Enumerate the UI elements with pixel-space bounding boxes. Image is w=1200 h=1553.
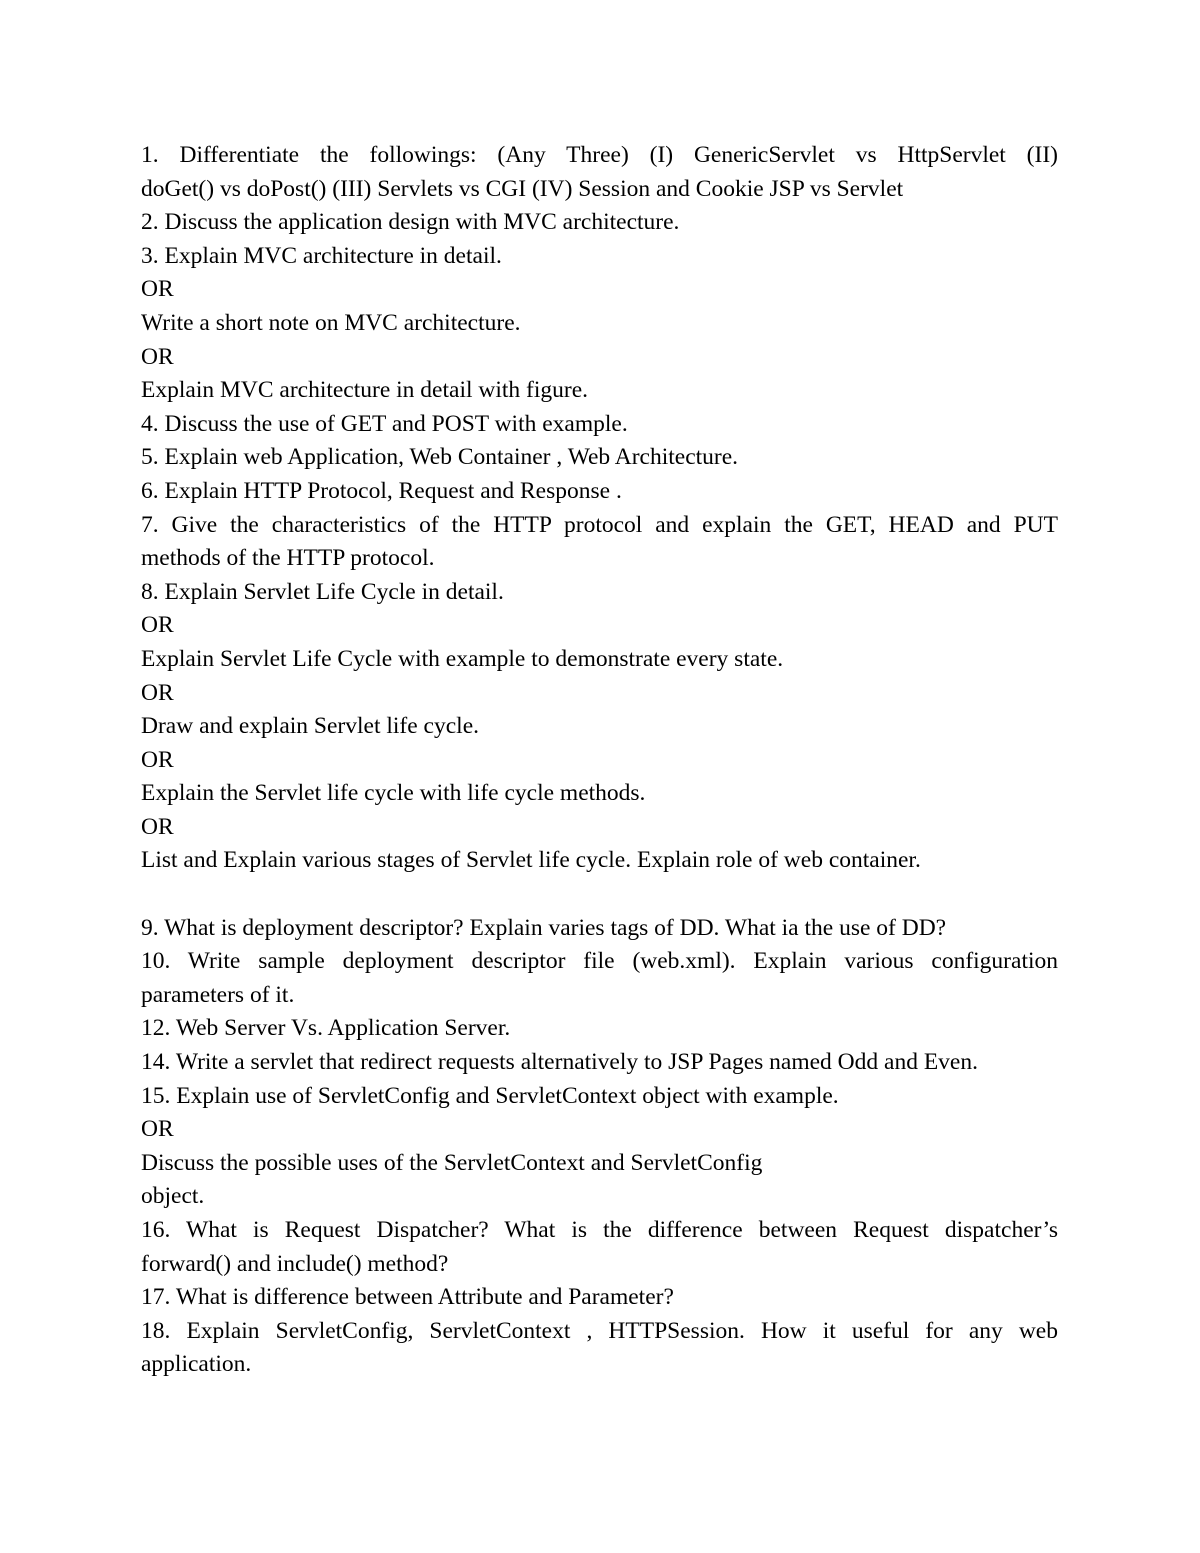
text-line: 16. What is Request Dispatcher? What is the difference between Request dispatcher’s — [141, 1217, 1058, 1243]
or-separator: OR — [141, 343, 174, 370]
text-line: 8. Explain Servlet Life Cycle in detail. — [141, 578, 504, 605]
blank-line — [141, 878, 1058, 912]
text-line: 10. Write sample deployment descriptor file (web.xml). Explain various configuration — [141, 948, 1058, 975]
text-line: 17. What is difference between Attribute and Parameter? — [141, 1284, 674, 1311]
text-line: 3. Explain MVC architecture in detail. — [141, 242, 502, 269]
text-line: doGet() vs doPost() (III) Servlets vs CGI (IV) Session and Cookie JSP vs Servlet — [141, 175, 904, 202]
text-line: Explain Servlet Life Cycle with example to demonstrate every state. — [141, 645, 784, 672]
or-separator: OR — [141, 276, 174, 303]
or-separator: OR — [141, 813, 174, 840]
text-line: parameters of it. — [141, 981, 295, 1008]
text-line: Discuss the possible uses of the ServletContext and ServletConfig — [141, 1149, 763, 1176]
text-line: Explain the Servlet life cycle with life cycle methods. — [141, 780, 646, 807]
text-line: 15. Explain use of ServletConfig and ServletContext object with example. — [141, 1082, 839, 1109]
text-line: Write a short note on MVC architecture. — [141, 309, 521, 336]
text-line: methods of the HTTP protocol. — [141, 545, 435, 572]
text-line: 14. Write a servlet that redirect requests alternatively to JSP Pages named Odd and Even. — [141, 1049, 978, 1076]
or-separator: OR — [141, 746, 174, 773]
text-line: 4. Discuss the use of GET and POST with example. — [141, 410, 628, 437]
text-line: 12. Web Server Vs. Application Server. — [141, 1015, 511, 1042]
or-separator: OR — [141, 612, 174, 639]
text-line: 7. Give the characteristics of the HTTP protocol and explain the GET, HEAD and PUT — [141, 511, 1058, 538]
or-separator: OR — [141, 1116, 174, 1143]
document-page — [141, 139, 1058, 1382]
text-line: 1. Differentiate the followings: (Any Three) (I) GenericServlet vs HttpServlet (II) — [141, 142, 1058, 168]
text-line: forward() and include() method? — [141, 1250, 449, 1277]
text-line: application. — [141, 1351, 252, 1378]
text-line: 9. What is deployment descriptor? Explain varies tags of DD. What ia the use of DD? — [141, 914, 947, 941]
text-line: Draw and explain Servlet life cycle. — [141, 713, 479, 740]
text-line: 18. Explain ServletConfig, ServletContext , HTTPSession. How it useful for any web — [141, 1317, 1058, 1344]
text-line: 2. Discuss the application design with MVC architecture. — [141, 209, 680, 236]
or-separator: OR — [141, 679, 174, 706]
text-line: 5. Explain web Application, Web Container , Web Architecture. — [141, 444, 739, 471]
text-line: 6. Explain HTTP Protocol, Request and Response . — [141, 477, 622, 504]
text-line: Explain MVC architecture in detail with figure. — [141, 377, 589, 404]
text-line: List and Explain various stages of Servlet life cycle. Explain role of web container. — [141, 847, 921, 874]
text-line: object. — [141, 1183, 205, 1210]
